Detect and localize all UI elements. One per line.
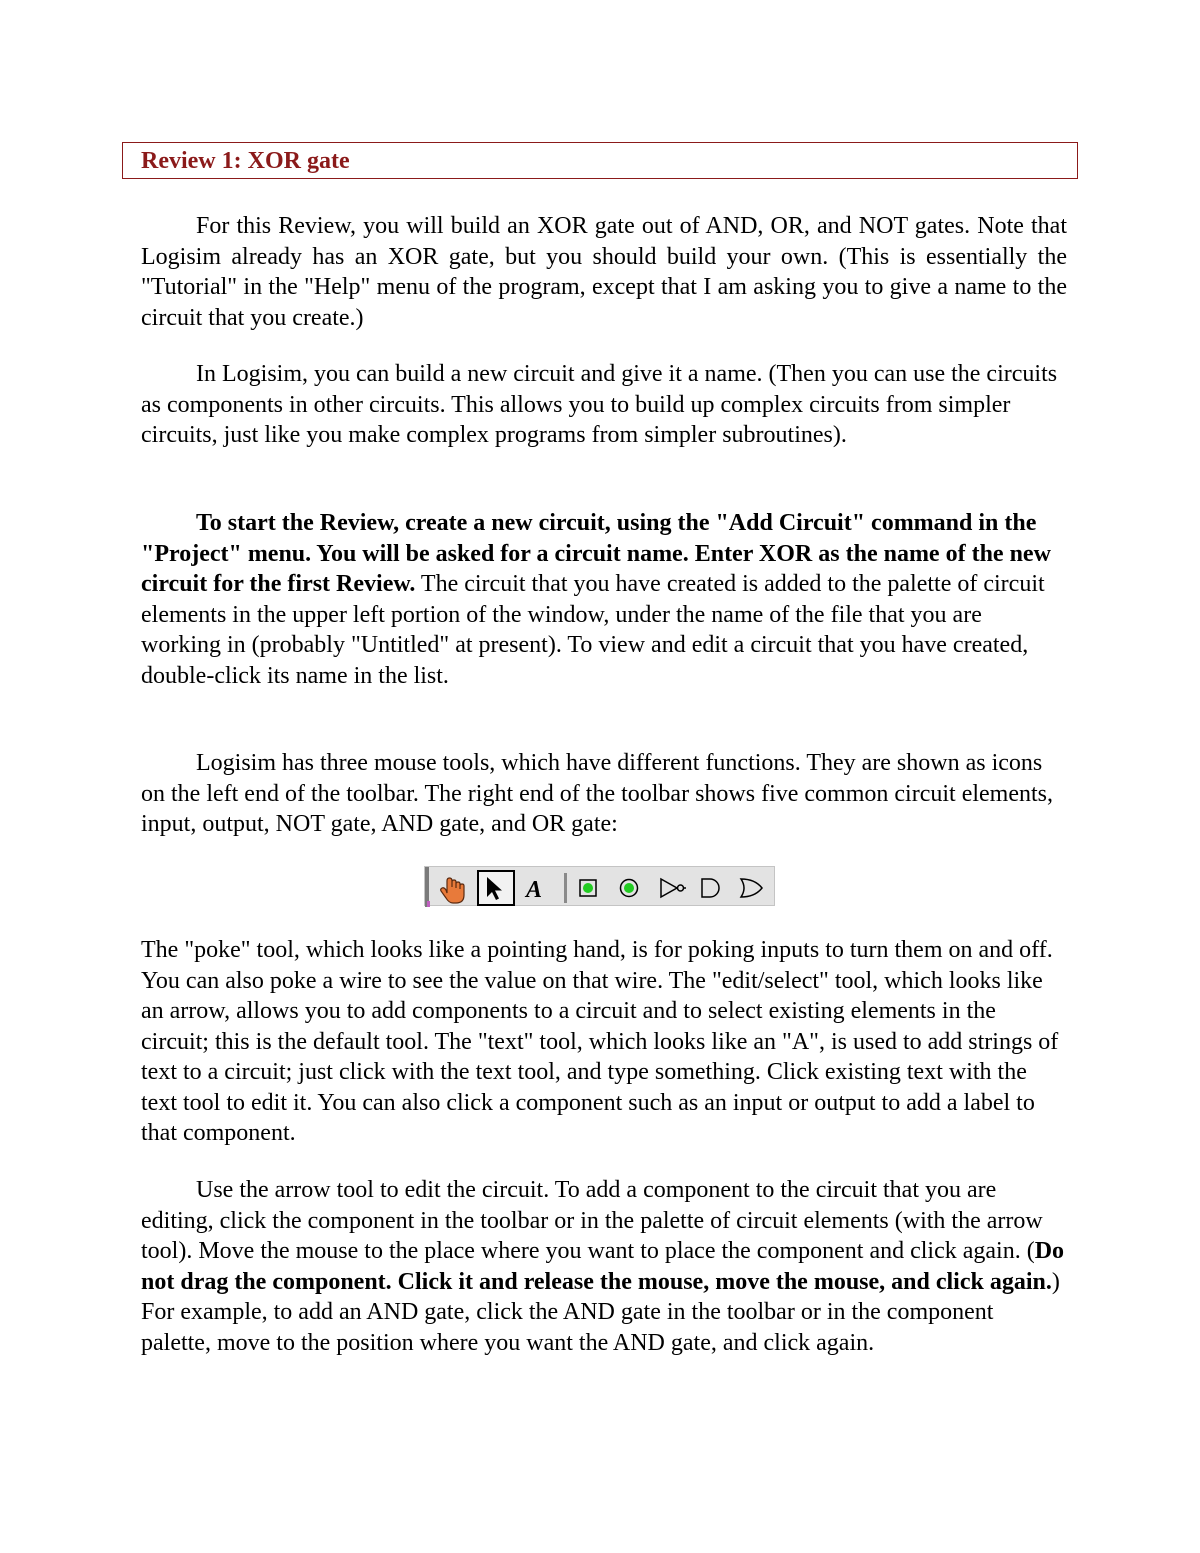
review-heading-title: Review 1: XOR gate bbox=[141, 148, 350, 174]
and-gate-icon[interactable] bbox=[702, 879, 719, 897]
paragraph-mouse-tools: Logisim has three mouse tools, which have different functions. They are shown as icons on the left end of the toolbar. The right end of the toolbar shows five common circuit elements, input, output, NOT gate, AND gate, and OR gate: bbox=[141, 750, 1053, 837]
review-heading-box bbox=[122, 142, 1078, 179]
arrow-tool-text-start: Use the arrow tool to edit the circuit. To add a component to the circuit that you are editing, click the component in the toolbar or in the palette of circuit elements (with the arrow tool). Move the mouse to the place where you want to place the component and click again. ( bbox=[141, 1177, 1043, 1264]
paragraph-intro: For this Review, you will build an XOR gate out of AND, OR, and NOT gates. Note that Logisim already has an XOR gate, but you should build your own. (This is essentially the "Tutorial" in the "Help" menu of the program, except that I am asking you to give a name to the circuit that you create.) bbox=[141, 213, 1067, 331]
paragraph-start-review bbox=[141, 508, 1067, 691]
paragraph-tool-descriptions: The "poke" tool, which looks like a pointing hand, is for poking inputs to turn them on and off. You can also poke a wire to see the value on that wire. The "edit/select" tool, which looks like an arrow, allows you to add components to a circuit and to select existing elements in the circuit; this is the default tool. The "text" tool, which looks like an "A", is used to add strings of text to a circuit; just click with the text tool, and type something. Click existing text with the text tool to edit it. You can also click a component such as an input or output to add a label to that component. bbox=[141, 937, 1059, 1146]
arrow-tool-text-end: ) For example, to add an AND gate, click the AND gate in the toolbar or in the component palette, move to the position where you want the AND gate, and click again. bbox=[141, 1268, 1060, 1356]
output-pin-icon[interactable] bbox=[621, 880, 638, 897]
logisim-toolbar-image bbox=[424, 866, 775, 906]
text-tool-icon[interactable] bbox=[524, 877, 542, 903]
poke-hand-icon[interactable] bbox=[441, 878, 464, 903]
paragraph-arrow-tool bbox=[141, 1175, 1067, 1358]
or-gate-icon[interactable] bbox=[741, 879, 762, 897]
input-pin-icon[interactable] bbox=[580, 880, 596, 896]
svg-text:A: A bbox=[526, 877, 543, 903]
arrow-select-icon[interactable] bbox=[478, 871, 514, 905]
toolbar-graphic bbox=[425, 867, 776, 907]
paragraph-new-circuit: In Logisim, you can build a new circuit and give it a name. (Then you can use the circuits as components in other circuits. This allows you to build up complex circuits from simpler circuits, just like you make complex programs from simpler subroutines). bbox=[141, 361, 1058, 448]
arrow-tool-warning: Do not drag the component. Click it and release the mouse, move the mouse, and click again. bbox=[141, 1238, 1065, 1295]
start-review-instruction: To start the Review, create a new circuit, using the "Add Circuit" command in the "Project" menu. You will be asked for a circuit name. Enter XOR as the name of the new circuit for the first Review. bbox=[141, 510, 1051, 597]
start-review-details: The circuit that you have created is added to the palette of circuit elements in the upper left portion of the window, under the name of the file that you are working in (probably "Untitled" at present). To view and edit a circuit that you have created, double-click its name in the list. bbox=[141, 571, 1045, 689]
not-gate-icon[interactable] bbox=[661, 879, 686, 897]
